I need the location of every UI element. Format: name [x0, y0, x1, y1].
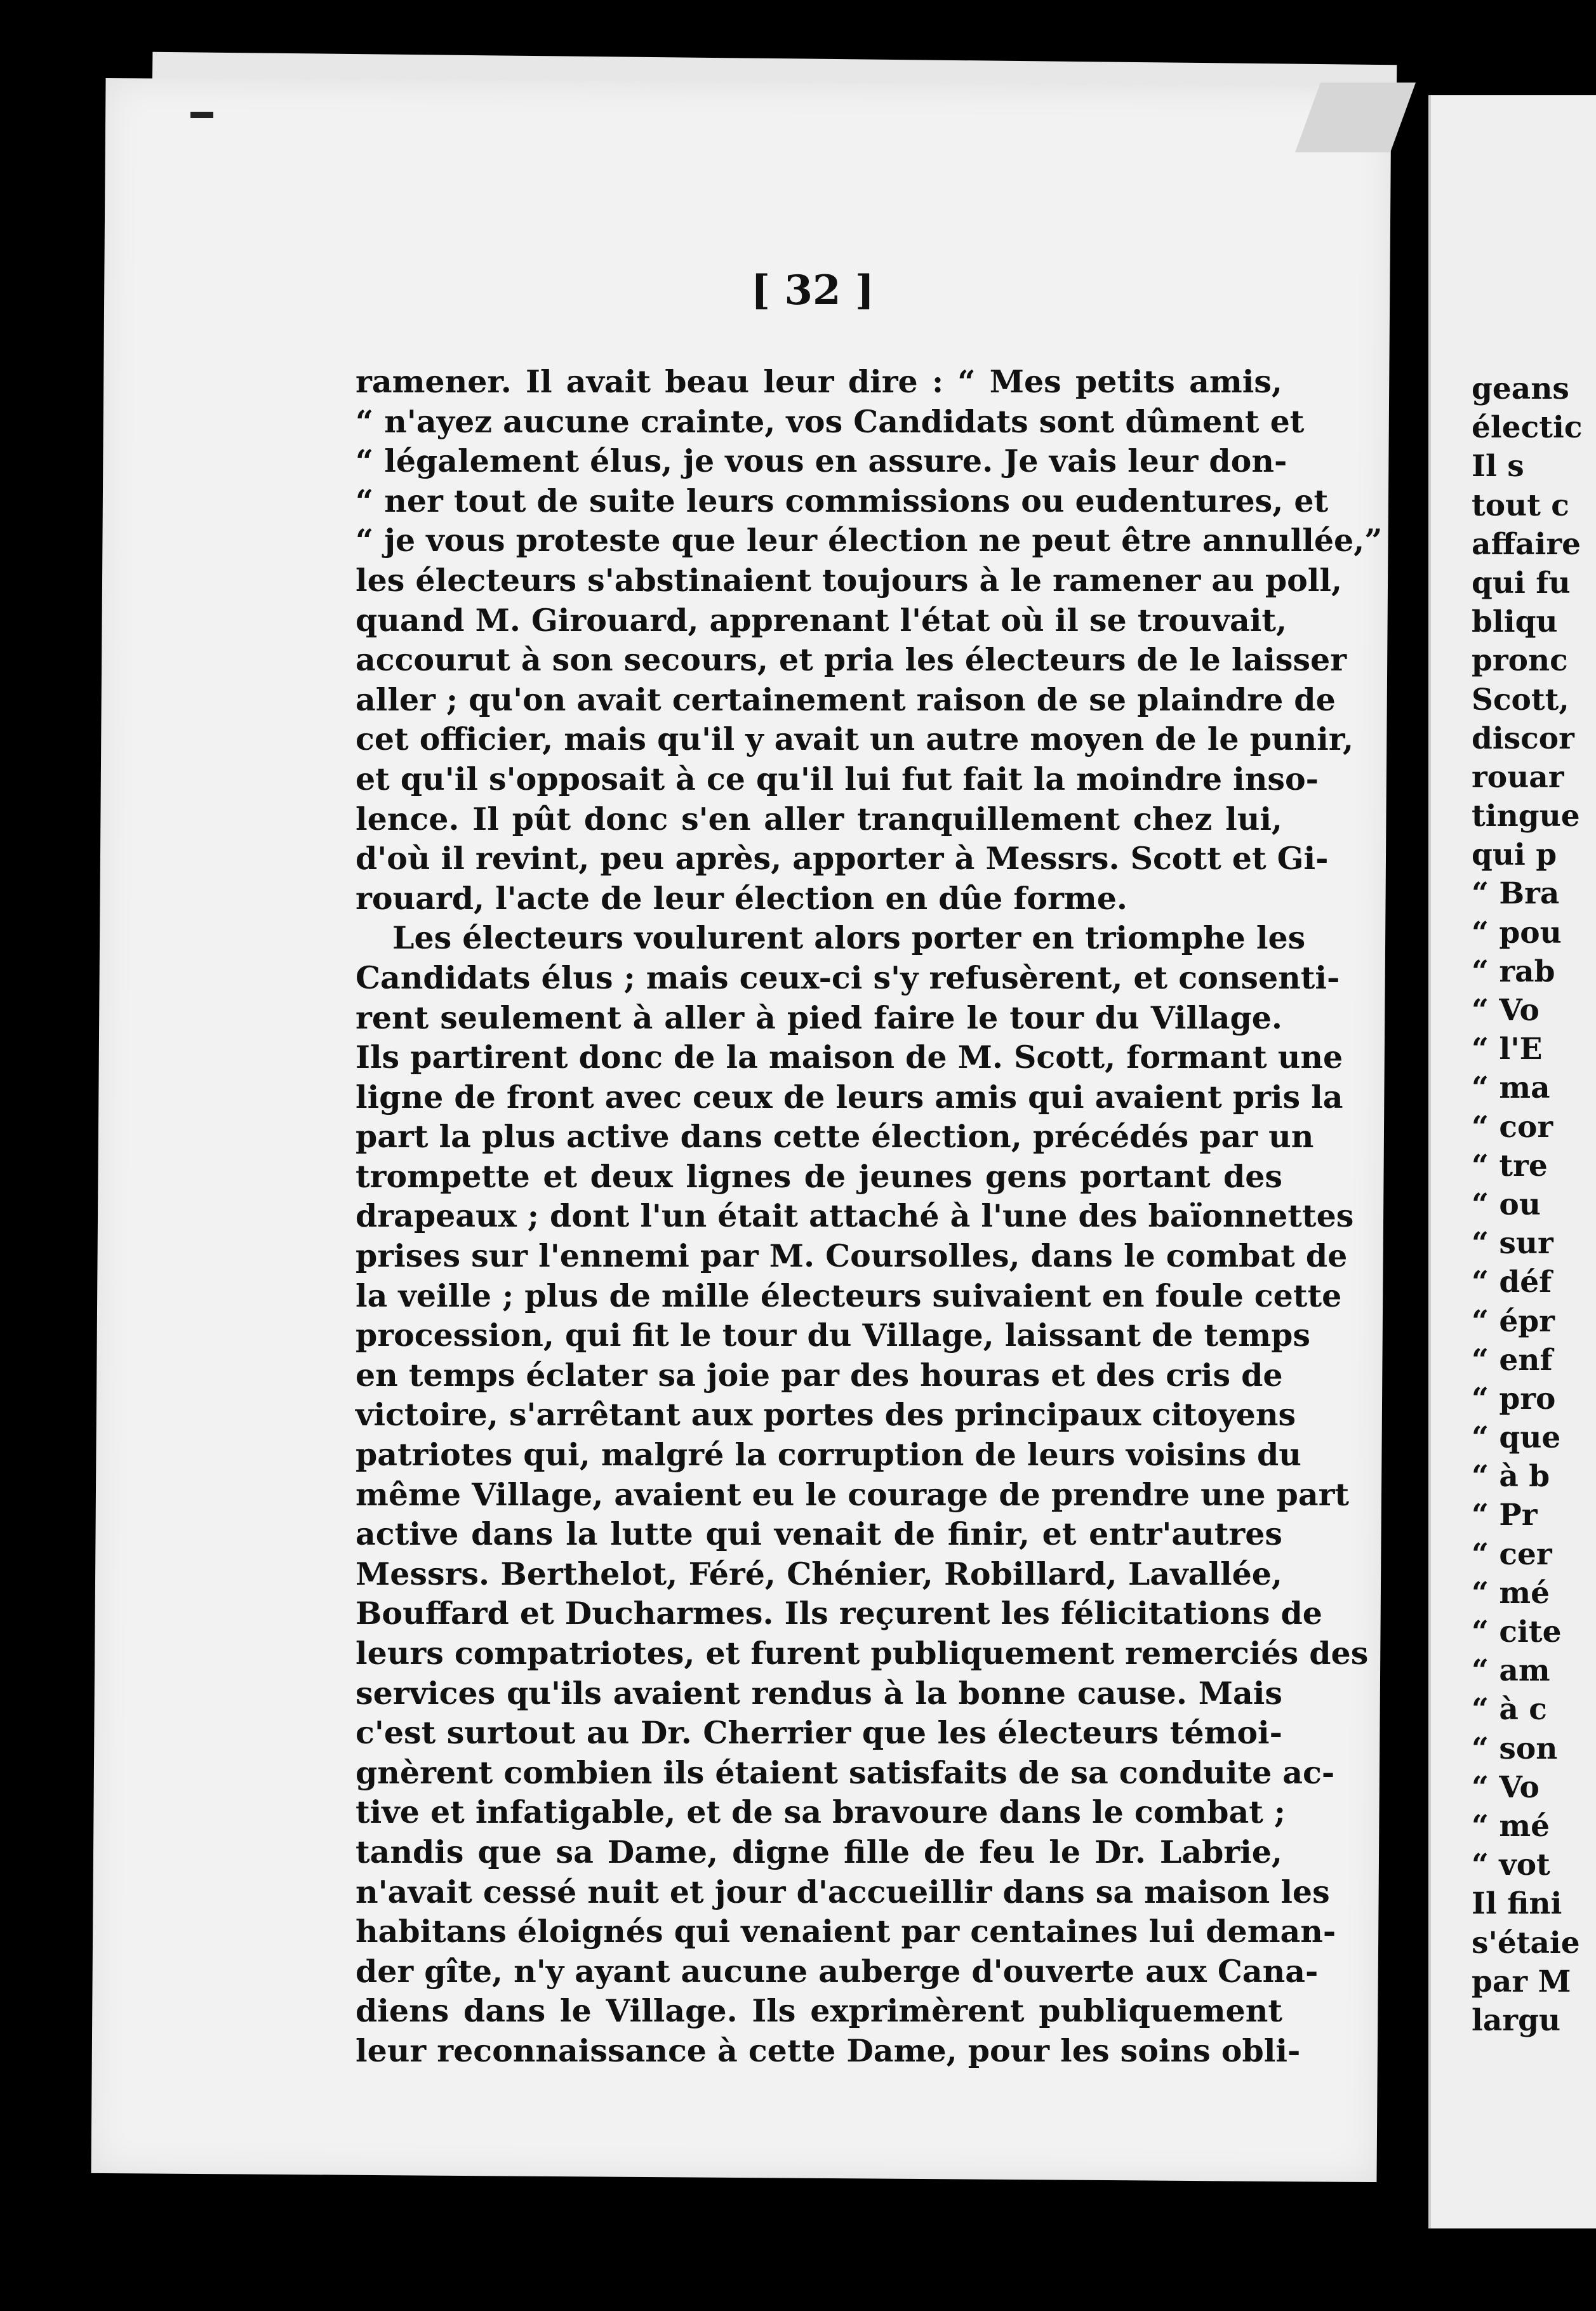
text-line: active dans la lutte qui venait de finir, et entr'autres [356, 1515, 1282, 1553]
text-line: les électeurs s'abstinaient toujours à le ramener au poll, [356, 561, 1343, 599]
facing-page-line: rouar [1472, 759, 1564, 795]
text-line: Ils partirent donc de la maison de M. Scott, formant une [356, 1039, 1343, 1076]
facing-page-line: “ Vo [1472, 1769, 1539, 1805]
text-line: tandis que sa Dame, digne fille de feu le Dr. Labrie, [356, 1833, 1282, 1870]
facing-page-line: “ am [1472, 1653, 1550, 1689]
facing-page-line: “ enf [1472, 1342, 1553, 1378]
facing-page-line: “ pou [1472, 915, 1562, 950]
facing-page-line: s'étaie [1472, 1925, 1580, 1961]
text-line: gnèrent combien ils étaient satisfaits de sa conduite ac- [356, 1754, 1335, 1791]
facing-page-line: “ tre [1472, 1148, 1548, 1183]
text-line: et qu'il s'opposait à ce qu'il lui fut fait la moindre inso- [356, 760, 1319, 797]
text-line: part la plus active dans cette élection, précédés par un [356, 1118, 1314, 1156]
facing-page-line: “ à b [1472, 1459, 1550, 1495]
text-line: Candidats élus ; mais ceux-ci s'y refusèrent, et consenti- [356, 959, 1340, 996]
text-line: trompette et deux lignes de jeunes gens portant des [356, 1157, 1282, 1195]
facing-page-line: “ Bra [1472, 876, 1560, 912]
facing-page-line: geans [1472, 371, 1569, 406]
facing-page-line: qui p [1472, 837, 1557, 873]
facing-page-line: “ rab [1472, 954, 1555, 989]
text-line: “ n'ayez aucune crainte, vos Candidats sont dûment et [356, 403, 1305, 440]
text-line: Messrs. Berthelot, Féré, Chénier, Robillard, Lavallée, [356, 1555, 1282, 1592]
facing-page-line: “ Vo [1472, 993, 1539, 1028]
facing-page-line: qui fu [1472, 565, 1571, 601]
facing-page-line: “ que [1472, 1420, 1561, 1456]
facing-page-line: “ épr [1472, 1303, 1555, 1339]
text-line: patriotes qui, malgré la corruption de leurs voisins du [356, 1436, 1301, 1474]
text-line: la veille ; plus de mille électeurs suivaient en foule cette [356, 1277, 1342, 1314]
facing-page-line: Il fini [1472, 1886, 1562, 1922]
text-line: en temps éclater sa joie par des houras et des cris de [356, 1356, 1283, 1394]
text-line: aller ; qu'on avait certainement raison de se plaindre de [356, 681, 1336, 718]
text-line: “ ner tout de suite leurs commissions ou eudentures, et [356, 482, 1329, 519]
text-line: même Village, avaient eu le courage de prendre une part [356, 1475, 1350, 1513]
facing-page-line: “ mé [1472, 1808, 1550, 1844]
facing-page-line: “ cor [1472, 1109, 1553, 1145]
facing-page-text [1472, 370, 1583, 2040]
text-line: leur reconnaissance à cette Dame, pour les soins obli- [356, 2032, 1301, 2069]
facing-page-line: Scott, [1472, 682, 1569, 717]
margin-mark [190, 112, 213, 118]
facing-page-line: largu [1472, 2002, 1561, 2038]
facing-page-line: “ Pr [1472, 1498, 1538, 1533]
text-line: accourut à son secours, et pria les électeurs de le laisser [356, 641, 1347, 679]
text-line: tive et infatigable, et de sa bravoure dans le combat ; [356, 1794, 1286, 1831]
text-line: habitans éloignés qui venaient par centaines lui deman- [356, 1913, 1336, 1950]
text-line: “ légalement élus, je vous en assure. Je vais leur don- [356, 443, 1287, 480]
text-line: Bouffard et Ducharmes. Ils reçurent les félicitations de [356, 1595, 1322, 1632]
facing-page-line: par M [1472, 1964, 1571, 1999]
text-line: rent seulement à aller à pied faire le tour du Village. [356, 999, 1282, 1036]
text-line: prises sur l'ennemi par M. Coursolles, dans le combat de [356, 1237, 1348, 1275]
facing-page-line: “ pro [1472, 1381, 1556, 1416]
facing-page-line: Il s [1472, 449, 1524, 484]
text-line: leurs compatriotes, et furent publiquement remerciés des [356, 1635, 1369, 1672]
facing-page-line: “ ma [1472, 1070, 1550, 1106]
text-line: ramener. Il avait beau leur dire : “ Mes petits amis, [356, 363, 1282, 400]
facing-page-line: “ déf [1472, 1265, 1552, 1300]
text-line: c'est surtout au Dr. Cherrier que les électeurs témoi- [356, 1714, 1282, 1752]
text-line: der gîte, n'y ayant aucune auberge d'ouverte aux Cana- [356, 1952, 1319, 1990]
facing-page-line: “ cite [1472, 1615, 1562, 1649]
facing-page-line: affaire [1472, 526, 1581, 562]
text-line: rouard, l'acte de leur élection en dûe forme. [356, 879, 1127, 917]
facing-page-line: “ ou [1472, 1187, 1541, 1222]
facing-page-line: “ vot [1472, 1848, 1550, 1883]
text-line: n'avait cessé nuit et jour d'accueillir dans sa maison les [356, 1873, 1330, 1910]
text-line: services qu'ils avaient rendus à la bonne cause. Mais [356, 1674, 1282, 1712]
text-line: procession, qui fit le tour du Village, laissant de temps [356, 1317, 1310, 1354]
facing-page-line: tout c [1472, 488, 1569, 523]
text-line: quand M. Girouard, apprenant l'état où il se trouvait, [356, 601, 1287, 639]
facing-page-line: “ à c [1472, 1692, 1547, 1728]
facing-page-line: électic [1472, 410, 1583, 446]
text-line: ligne de front avec ceux de leurs amis qui avaient pris la [356, 1078, 1343, 1116]
main-text [356, 362, 1383, 2071]
facing-page-line: “ cer [1472, 1536, 1552, 1572]
text-line: drapeaux ; dont l'un était attaché à l'une des baïonnettes [356, 1197, 1354, 1235]
facing-page-line: “ mé [1472, 1575, 1550, 1611]
text-line: “ je vous proteste que leur élection ne peut être annullée,” [356, 522, 1383, 559]
text-line: Les électeurs voulurent alors porter en triomphe les [392, 919, 1306, 957]
facing-page-line: “ l'E [1472, 1032, 1543, 1067]
facing-page-line: “ sur [1472, 1226, 1553, 1262]
page-number-header: [ 32 ] [750, 267, 875, 314]
facing-page-line: “ son [1472, 1731, 1558, 1766]
facing-page-line: pronc [1472, 643, 1568, 679]
facing-page-line: tingue [1472, 799, 1580, 834]
text-line: d'où il revint, peu après, apporter à Messrs. Scott et Gi- [356, 840, 1329, 877]
text-line: victoire, s'arrêtant aux portes des principaux citoyens [356, 1396, 1296, 1434]
text-line: lence. Il pût donc s'en aller tranquillement chez lui, [356, 800, 1282, 837]
text-line: diens dans le Village. Ils exprimèrent publiquement [356, 1992, 1282, 2030]
facing-page-line: bliqu [1472, 604, 1558, 640]
text-line: cet officier, mais qu'il y avait un autre moyen de le punir, [356, 721, 1354, 758]
facing-page-line: discor [1472, 721, 1574, 756]
